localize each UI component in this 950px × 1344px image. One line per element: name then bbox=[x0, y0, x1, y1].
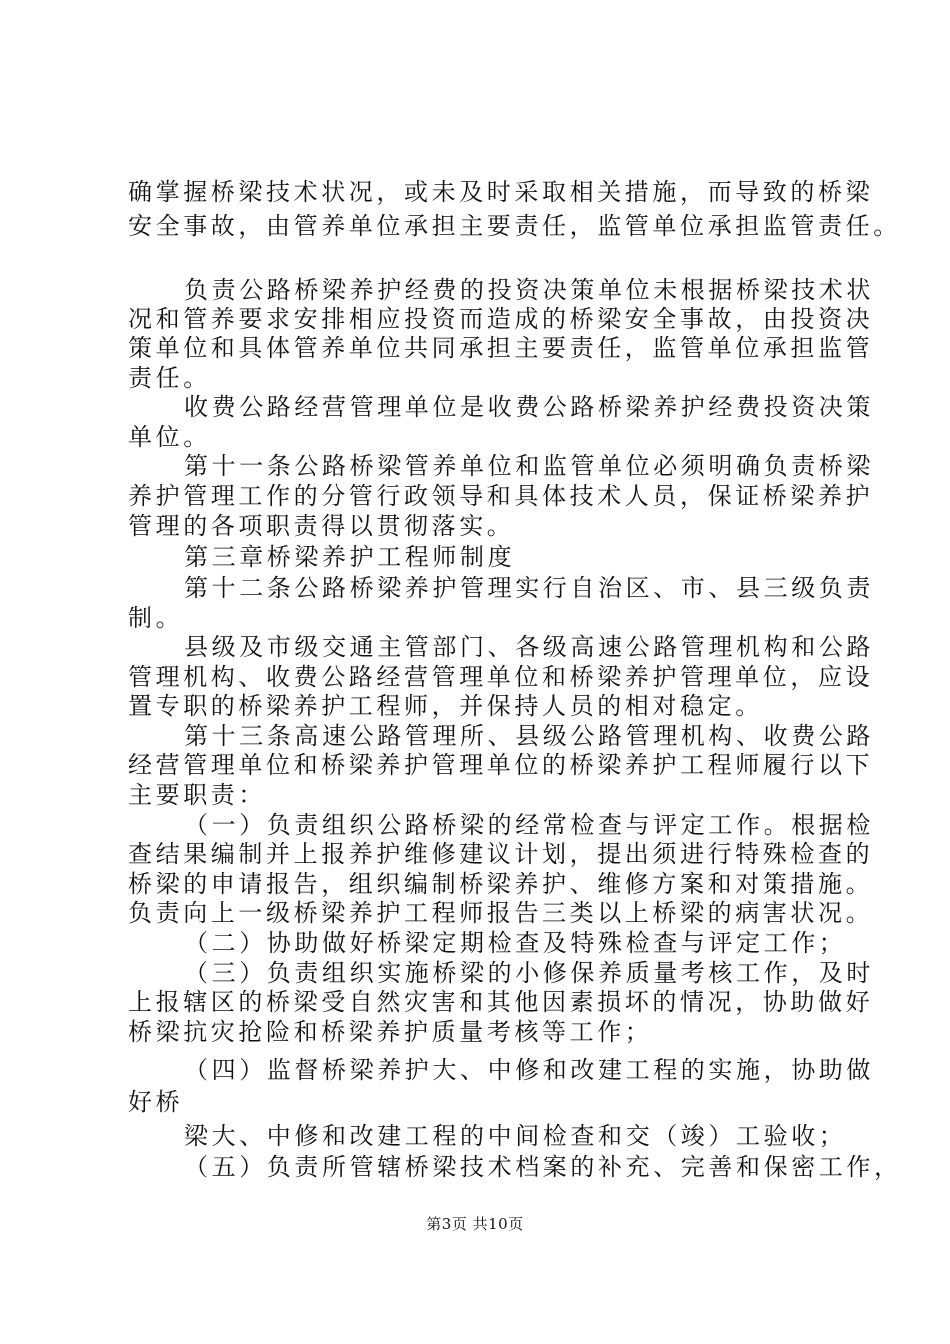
text-line-14: 制。 bbox=[128, 604, 184, 632]
text-line-30: 好桥 bbox=[128, 1088, 184, 1116]
text-line-22: 查结果编制并上报养护维修建议计划，提出须进行特殊检查的 bbox=[128, 840, 874, 868]
page-footer: 第3页 共10页 bbox=[426, 1215, 524, 1233]
text-line-7: 收费公路经营管理单位是收费公路桥梁养护经费投资决策 bbox=[184, 393, 874, 421]
text-line-29: （四）监督桥梁养护大、中修和改建工程的实施，协助做 bbox=[184, 1056, 874, 1084]
text-line-17: 置专职的桥梁养护工程师，并保持人员的相对稳定。 bbox=[128, 692, 763, 720]
text-line-13: 第十二条公路桥梁养护管理实行自治区、市、县三级负责 bbox=[184, 574, 874, 602]
text-line-25: （二）协助做好桥梁定期检查及特殊检查与评定工作； bbox=[184, 929, 847, 957]
text-line-4: 况和管养要求安排相应投资而造成的桥梁安全事故，由投资决 bbox=[128, 305, 874, 333]
text-line-18: 第十三条高速公路管理所、县级公路管理机构、收费公路 bbox=[184, 722, 874, 750]
text-line-16: 管理机构、收费公路经营管理单位和桥梁养护管理单位，应设 bbox=[128, 663, 874, 691]
text-line-8: 单位。 bbox=[128, 423, 211, 451]
text-line-24: 负责向上一级桥梁养护工程师报告三类以上桥梁的病害状况。 bbox=[128, 899, 874, 927]
text-line-1: 确掌握桥梁技术状况，或未及时采取相关措施，而导致的桥梁 bbox=[128, 178, 874, 206]
text-line-10: 养护管理工作的分管行政领导和具体技术人员，保证桥梁养护 bbox=[128, 482, 874, 510]
text-line-6: 责任。 bbox=[128, 364, 211, 392]
text-line-28: 桥梁抗灾抢险和桥梁养护质量考核等工作； bbox=[128, 1018, 653, 1046]
text-line-32: （五）负责所管辖桥梁技术档案的补充、完善和保密工作， bbox=[184, 1153, 902, 1181]
text-line-15: 县级及市级交通主管部门、各级高速公路管理机构和公路 bbox=[184, 633, 874, 661]
text-line-26: （三）负责组织实施桥梁的小修保养质量考核工作，及时 bbox=[184, 959, 874, 987]
text-line-2: 安全事故，由管养单位承担主要责任，监管单位承担监管责任。 bbox=[128, 212, 901, 240]
text-line-27: 上报辖区的桥梁受自然灾害和其他因素损坏的情况，协助做好 bbox=[128, 988, 874, 1016]
text-line-21: （一）负责组织公路桥梁的经常检查与评定工作。根据检 bbox=[184, 811, 874, 839]
text-line-31: 梁大、中修和改建工程的中间检查和交（竣）工验收； bbox=[184, 1122, 847, 1150]
text-line-23: 桥梁的申请报告，组织编制桥梁养护、维修方案和对策措施。 bbox=[128, 870, 874, 898]
chapter-heading: 第三章桥梁养护工程师制度 bbox=[184, 543, 516, 571]
text-line-11: 管理的各项职责得以贯彻落实。 bbox=[128, 512, 515, 540]
text-line-9: 第十一条公路桥梁管养单位和监管单位必须明确负责桥梁 bbox=[184, 452, 874, 480]
text-line-20: 主要职责： bbox=[128, 781, 266, 809]
text-line-5: 策单位和具体管养单位共同承担主要责任，监管单位承担监管 bbox=[128, 334, 874, 362]
text-line-3: 负责公路桥梁养护经费的投资决策单位未根据桥梁技术状 bbox=[184, 276, 874, 304]
text-line-19: 经营管理单位和桥梁养护管理单位的桥梁养护工程师履行以下 bbox=[128, 751, 874, 779]
